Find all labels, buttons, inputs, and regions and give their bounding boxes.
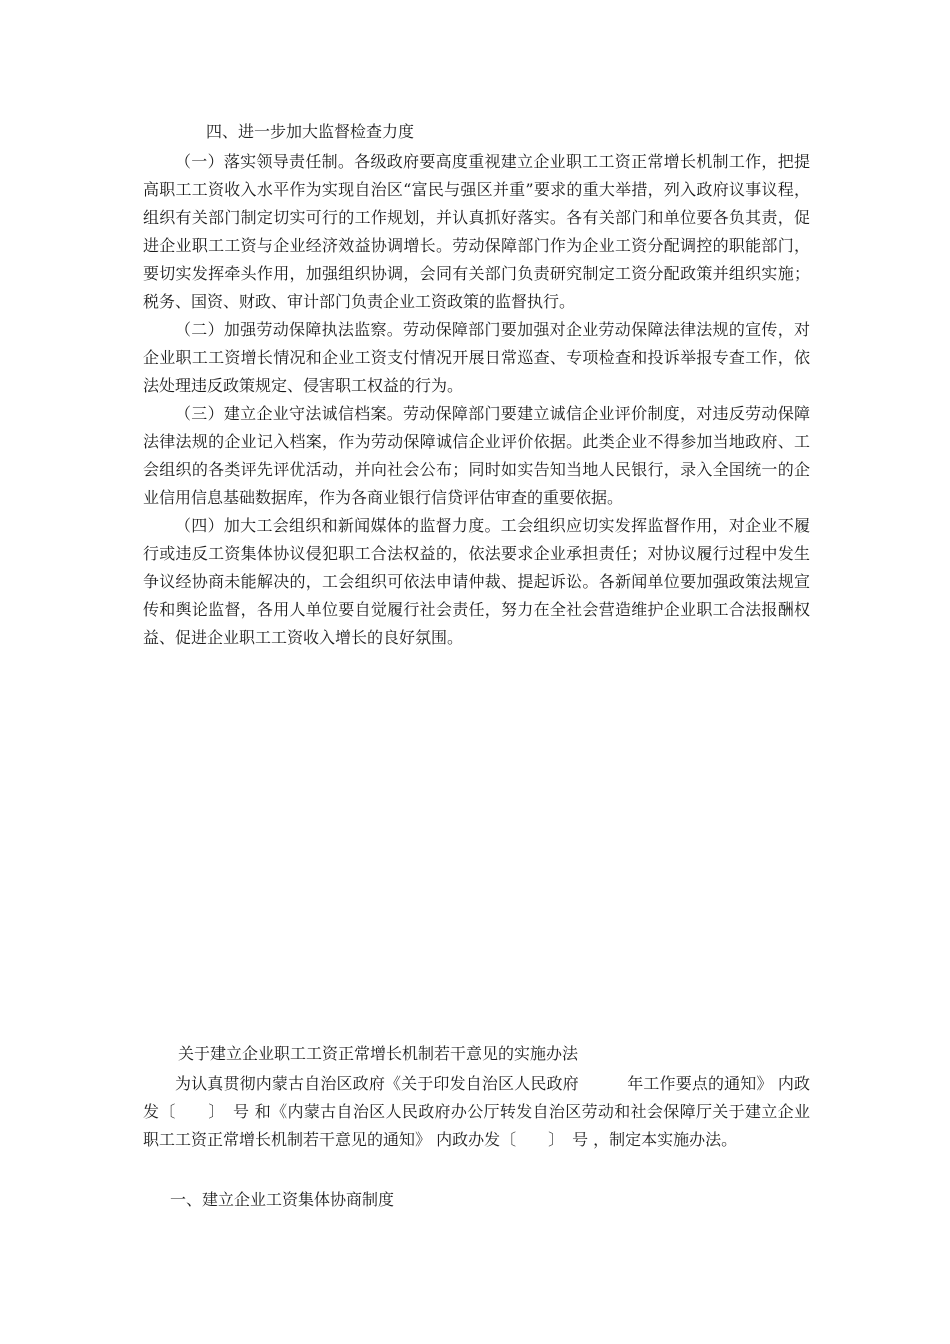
paragraph-4-1: （一）落实领导责任制。各级政府要高度重视建立企业职工工资正常增长机制工作，把提高职工工资收入水平作为实现自治区“富民与强区并重”要求的重大举措，列入政府议事议程，组织有关部门制定切实可行的工作规划，并认真抓好落实。各有关部门和单位要各负其责，促进企业职工工资与企业经济效益协调增长。劳动保障部门作为企业工资分配调控的职能部门，要切实发挥牵头作用，加强组织协调，会同有关部门负责研究制定工资分配政策并组织实施；税务、国资、财政、审计部门负责企业工资政策的监督执行。 <box>143 152 810 311</box>
implementation-intro: 为认真贯彻内蒙古自治区政府《关于印发自治区人民政府 年工作要点的通知》 内政发〔 〕 号 和《内蒙古自治区人民政府办公厅转发自治区劳动和社会保障厅关于建立企业职工工资正常增长机制若干意见的通知》 内政办发〔 〕 号 ，制定本实施办法。 <box>143 1074 810 1149</box>
section-heading-4: 四、进一步加大监督检查力度 <box>206 122 415 141</box>
section-4-body <box>143 148 810 652</box>
paragraph-4-4: （四）加大工会组织和新闻媒体的监督力度。工会组织应切实发挥监督作用，对企业不履行或违反工资集体协议侵犯职工合法权益的，依法要求企业承担责任；对协议履行过程中发生争议经协商未能解决的，工会组织可依法申请仲裁、提起诉讼。各新闻单位要加强政策法规宣传和舆论监督，各用人单位要自觉履行社会责任，努力在全社会营造维护企业职工合法报酬权益、促进企业职工工资收入增长的良好氛围。 <box>143 516 810 647</box>
paragraph-4-3: （三）建立企业守法诚信档案。劳动保障部门要建立诚信企业评价制度，对违反劳动保障法律法规的企业记入档案，作为劳动保障诚信企业评价依据。此类企业不得参加当地政府、工会组织的各类评先评优活动，并向社会公布；同时如实告知当地人民银行，录入全国统一的企业信用信息基础数据库，作为各商业银行信贷评估审查的重要依据。 <box>143 404 810 507</box>
implementation-body <box>143 1070 810 1154</box>
paragraph-4-2: （二）加强劳动保障执法监察。劳动保障部门要加强对企业劳动保障法律法规的宣传，对企业职工工资增长情况和企业工资支付情况开展日常巡查、专项检查和投诉举报专查工作，依法处理违反政策规定、侵害职工权益的行为。 <box>143 320 810 395</box>
implementation-title: 关于建立企业职工工资正常增长机制若干意见的实施办法 <box>178 1044 579 1063</box>
section-heading-1: 一、建立企业工资集体协商制度 <box>170 1190 395 1209</box>
